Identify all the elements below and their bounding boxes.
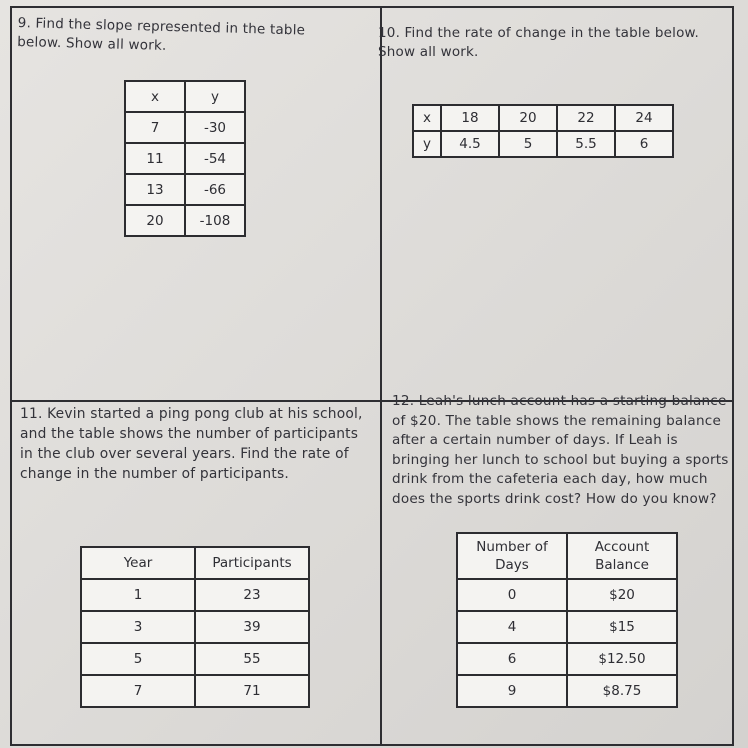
question-9-table — [124, 80, 246, 237]
cell: 6 — [457, 643, 567, 675]
cell: 20 — [499, 105, 557, 131]
table-row — [457, 675, 677, 707]
question-12-text: 12. Leah's lunch account has a starting balance of $20. The table shows the remaining balance after a certain number of days. If Leah is bringing her lunch to school but buying a sports drink from the cafeteria each day, how much does the sports drink cost? How do you know? — [392, 393, 729, 507]
table-row — [81, 675, 309, 707]
table-header-row — [81, 547, 309, 579]
cell: $15 — [567, 611, 677, 643]
vertical-divider — [380, 8, 382, 744]
cell: -30 — [185, 112, 245, 143]
cell: 7 — [81, 675, 195, 707]
table-row — [125, 174, 245, 205]
question-10-text: 10. Find the rate of change in the table below. Show all work. — [378, 25, 700, 60]
header-participants: Participants — [195, 547, 309, 579]
header-y: y — [185, 81, 245, 112]
question-11-text: 11. Kevin started a ping pong club at his school, and the table shows the number of participants in the club over several years. Find the rate of change in the number of participants. — [20, 406, 363, 482]
header-x: x — [413, 105, 441, 131]
cell: 23 — [195, 579, 309, 611]
cell: 4.5 — [441, 131, 499, 157]
header-year: Year — [81, 547, 195, 579]
cell: $8.75 — [567, 675, 677, 707]
question-9-text: 9. Find the slope represented in the table below. Show all work. — [17, 14, 306, 54]
table-row — [81, 579, 309, 611]
cell: 13 — [125, 174, 185, 205]
cell: 20 — [125, 205, 185, 236]
header-x: x — [125, 81, 185, 112]
cell: 4 — [457, 611, 567, 643]
cell: 3 — [81, 611, 195, 643]
table-row — [457, 611, 677, 643]
cell: $12.50 — [567, 643, 677, 675]
table-row — [125, 112, 245, 143]
question-12-table — [456, 532, 678, 708]
cell: 22 — [557, 105, 615, 131]
cell: 55 — [195, 643, 309, 675]
cell: 39 — [195, 611, 309, 643]
cell: 1 — [81, 579, 195, 611]
header-days: Number of Days — [457, 533, 567, 579]
cell: 71 — [195, 675, 309, 707]
table-row — [457, 643, 677, 675]
table-row — [81, 643, 309, 675]
table-row — [125, 143, 245, 174]
cell: 11 — [125, 143, 185, 174]
cell: 0 — [457, 579, 567, 611]
question-10-table — [412, 104, 674, 158]
table-row — [457, 579, 677, 611]
cell: 5.5 — [557, 131, 615, 157]
cell: 18 — [441, 105, 499, 131]
table-row — [81, 611, 309, 643]
table-row — [413, 105, 673, 131]
table-row — [125, 205, 245, 236]
cell: 9 — [457, 675, 567, 707]
cell: -108 — [185, 205, 245, 236]
cell: 24 — [615, 105, 673, 131]
cell: 7 — [125, 112, 185, 143]
cell: -66 — [185, 174, 245, 205]
cell: -54 — [185, 143, 245, 174]
cell: 6 — [615, 131, 673, 157]
header-balance: Account Balance — [567, 533, 677, 579]
table-header-row — [457, 533, 677, 579]
cell: 5 — [81, 643, 195, 675]
question-11-table — [80, 546, 310, 708]
header-y: y — [413, 131, 441, 157]
cell: 5 — [499, 131, 557, 157]
cell: $20 — [567, 579, 677, 611]
table-row — [413, 131, 673, 157]
table-header-row — [125, 81, 245, 112]
